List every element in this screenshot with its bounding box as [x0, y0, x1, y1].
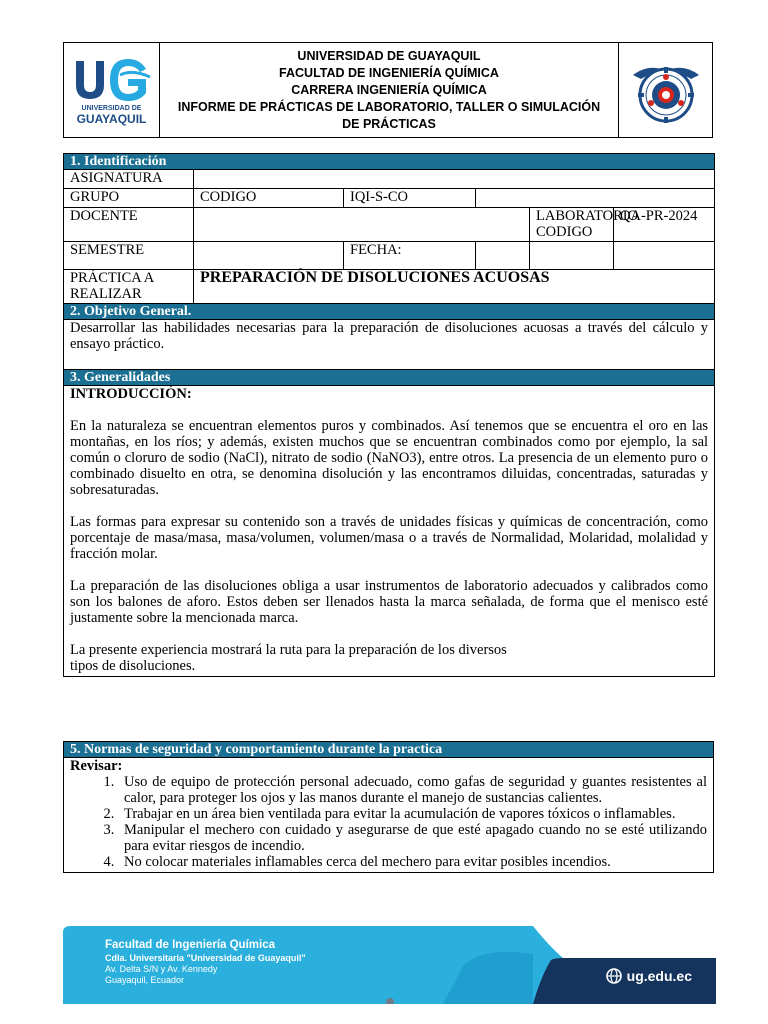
- header-line-career: CARRERA INGENIERÍA QUÍMICA: [291, 82, 487, 97]
- safety-rule: 2. Trabajar en un área bien ventilada para evitar la acumulación de vapores tóxicos o inflamables.: [118, 806, 707, 822]
- seal-icon: [629, 53, 703, 127]
- safety-rule: 1. Uso de equipo de protección personal adecuado, como gafas de seguridad y guantes resistentes al calor, para proteger los ojos y las manos durante el manejo de sustancias calientes.: [118, 774, 707, 806]
- intro-paragraph-4: La presente experiencia mostrará la ruta para la preparación de los diversos tipos de disoluciones.: [70, 642, 507, 674]
- intro-heading: INTRODUCCIÓN:: [70, 386, 192, 402]
- asignatura-label: ASIGNATURA: [64, 170, 194, 189]
- intro-paragraph-1: En la naturaleza se encuentran elementos puros y combinados. Así tenemos que se encuentra el oro en las montañas, en los ríos; y además, existen muchos que se encuentran combinados como por ejemplo, la sal común o cloruro de sodio (NaCl), nitrato de sodio (NaNO3), entre otros. La presencia de un elemento puro o combinado disuelto en otra, se denomina disolución y las encontramos diluidas, concentradas, saturadas y sobresaturadas.: [70, 418, 709, 498]
- footer-address: [105, 938, 306, 986]
- section-identification-title: 1. Identificación: [64, 154, 715, 170]
- semestre-label: SEMESTRE: [64, 242, 194, 270]
- intro-paragraph-3: La preparación de las disoluciones obliga a usar instrumentos de laboratorio adecuados y calibrados como son los balones de aforo. Estos deben ser llenados hasta la marca señalada, de forma que el menisco esté justamente sobre la mencionada marca.: [70, 578, 709, 626]
- codigo-label: CODIGO: [194, 189, 344, 208]
- revisar-label: Revisar:: [70, 758, 123, 774]
- website-link[interactable]: ug.edu.ec: [626, 968, 692, 984]
- university-logo: [64, 43, 160, 137]
- page-footer: [63, 926, 716, 1004]
- header-line-university: UNIVERSIDAD DE GUAYAQUIL: [297, 48, 481, 63]
- asignatura-field[interactable]: [194, 170, 715, 189]
- semestre-extra-1[interactable]: [530, 242, 614, 270]
- safety-rule: 4. No colocar materiales inflamables cerca del mechero para evitar posibles incendios.: [118, 854, 707, 870]
- docente-label: DOCENTE: [64, 208, 194, 242]
- fecha-field[interactable]: [476, 242, 530, 270]
- globe-icon: [606, 968, 622, 984]
- header-title: [160, 43, 618, 137]
- semestre-extra-2[interactable]: [614, 242, 715, 270]
- identification-table: [63, 153, 715, 677]
- document-header: [63, 42, 713, 138]
- header-line-report-cont: DE PRÁCTICAS: [342, 116, 436, 131]
- section-safety-title: 5. Normas de seguridad y comportamiento durante la practica: [64, 742, 714, 758]
- footer-line-2: Av. Delta S/N y Av. Kennedy: [105, 964, 218, 974]
- fecha-label: FECHA:: [344, 242, 476, 270]
- ug-logo-icon: [70, 55, 154, 105]
- footer-faculty: Facultad de Ingeniería Química: [105, 939, 275, 951]
- section-objective-title: 2. Objetivo General.: [64, 304, 715, 320]
- intro-paragraph-2: Las formas para expresar su contenido son a través de unidades físicas y químicas de concentración, como porcentaje de masa/masa, masa/volumen, volumen/masa o a través de Normalidad, Molaridad, molalidad y fracción molar.: [70, 514, 709, 562]
- logo-wordmark: UNIVERSIDAD DE GUAYAQUIL: [76, 104, 147, 126]
- safety-rule: 3. Manipular el mechero con cuidado y asegurarse de que esté apagado cuando no se esté utilizando para evitar riesgos de incendio.: [118, 822, 707, 854]
- grupo-label: GRUPO: [64, 189, 194, 208]
- laboratorio-label: LABORATORIO CODIGO: [530, 208, 614, 242]
- codigo-value: IQI-S-CO: [344, 189, 476, 208]
- faculty-seal: [618, 43, 712, 137]
- grupo-extra-field[interactable]: [476, 189, 715, 208]
- semestre-field[interactable]: [194, 242, 344, 270]
- section-generalities-title: 3. Generalidades: [64, 370, 715, 386]
- laboratorio-value: QA-PR-2024: [614, 208, 715, 242]
- header-line-faculty: FACULTAD DE INGENIERÍA QUÍMICA: [279, 65, 499, 80]
- docente-field[interactable]: [194, 208, 530, 242]
- safety-body: [64, 758, 714, 873]
- safety-table: [63, 741, 714, 873]
- generalities-body: [64, 386, 715, 677]
- safety-rules-list: [70, 774, 707, 870]
- footer-line-3: Guayaquil, Ecuador: [105, 975, 185, 985]
- footer-website[interactable]: [606, 968, 692, 984]
- practica-label: PRÁCTICA A REALIZAR: [64, 270, 194, 304]
- objective-text: Desarrollar las habilidades necesarias para la preparación de disoluciones acuosas a través del cálculo y ensayo práctico.: [64, 320, 715, 370]
- header-line-report: INFORME DE PRÁCTICAS DE LABORATORIO, TALLER O SIMULACIÓN: [177, 99, 601, 114]
- practica-title: PREPARACIÓN DE DISOLUCIONES ACUOSAS: [194, 270, 715, 304]
- footer-line-1: Cdla. Universitaria "Universidad de Guayaquil": [105, 953, 306, 963]
